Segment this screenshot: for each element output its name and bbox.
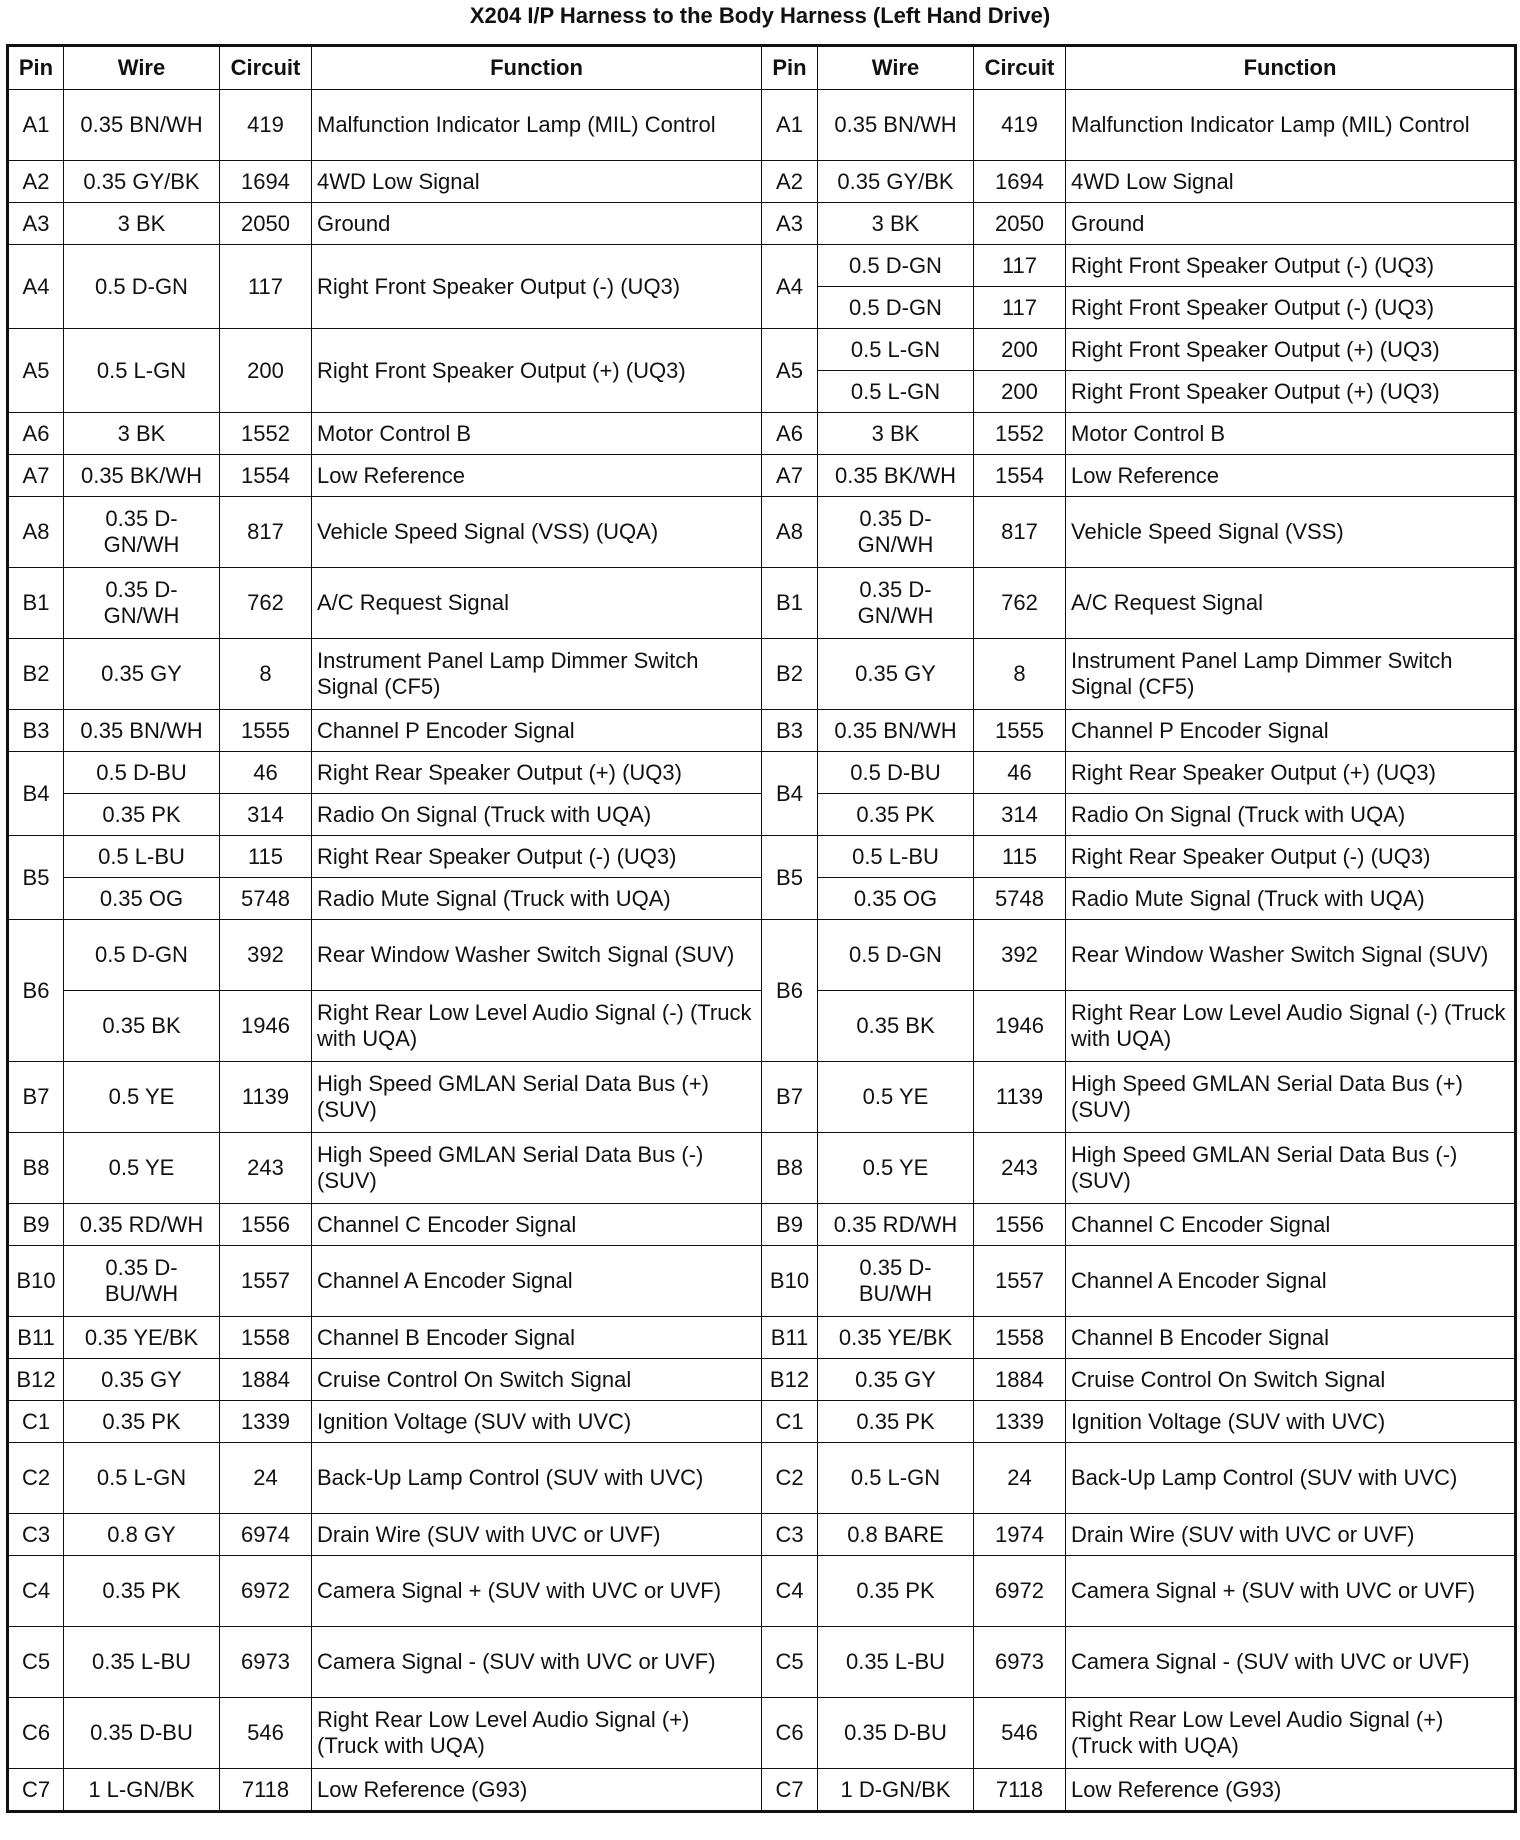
wire-cell: 0.8 GY — [64, 1514, 220, 1556]
function-cell: Right Rear Low Level Audio Signal (+) (Truck with UQA) — [312, 1698, 762, 1769]
circuit-cell: 200 — [974, 329, 1066, 371]
function-cell: Rear Window Washer Switch Signal (SUV) — [1066, 920, 1516, 991]
function-cell: A/C Request Signal — [312, 568, 762, 639]
pin-cell: A6 — [762, 413, 818, 455]
pin-cell: B9 — [8, 1204, 64, 1246]
pin-cell: C3 — [8, 1514, 64, 1556]
pin-cell: C1 — [762, 1401, 818, 1443]
pin-cell: A8 — [762, 497, 818, 568]
wire-cell: 0.5 YE — [818, 1133, 974, 1204]
wire-cell: 0.35 D-GN/WH — [64, 497, 220, 568]
function-cell: High Speed GMLAN Serial Data Bus (-) (SUV) — [1066, 1133, 1516, 1204]
pin-cell: A1 — [762, 90, 818, 161]
pin-cell: A5 — [762, 329, 818, 413]
wire-cell: 0.35 OG — [64, 878, 220, 920]
function-cell: Channel C Encoder Signal — [1066, 1204, 1516, 1246]
header-function-left: Function — [312, 46, 762, 90]
header-circuit-right: Circuit — [974, 46, 1066, 90]
circuit-cell: 6972 — [220, 1556, 312, 1627]
wire-cell: 0.35 PK — [818, 1556, 974, 1627]
table-body — [8, 90, 1516, 1812]
function-cell: Radio On Signal (Truck with UQA) — [1066, 794, 1516, 836]
function-cell: Right Rear Low Level Audio Signal (-) (Truck with UQA) — [1066, 991, 1516, 1062]
pin-cell: A7 — [8, 455, 64, 497]
connector-pinout-table — [6, 44, 1517, 1813]
pin-cell: B1 — [8, 568, 64, 639]
circuit-cell: 1339 — [220, 1401, 312, 1443]
wire-cell: 0.5 L-GN — [64, 1443, 220, 1514]
circuit-cell: 1339 — [974, 1401, 1066, 1443]
function-cell: Right Rear Speaker Output (+) (UQ3) — [1066, 752, 1516, 794]
wire-cell: 0.35 GY — [818, 1359, 974, 1401]
wire-cell: 3 BK — [64, 413, 220, 455]
circuit-cell: 1558 — [974, 1317, 1066, 1359]
function-cell: Low Reference — [312, 455, 762, 497]
wire-cell: 0.35 GY/BK — [64, 161, 220, 203]
pin-cell: C4 — [8, 1556, 64, 1627]
wire-cell: 0.5 D-GN — [818, 245, 974, 287]
circuit-cell: 817 — [220, 497, 312, 568]
circuit-cell: 243 — [974, 1133, 1066, 1204]
function-cell: Radio Mute Signal (Truck with UQA) — [312, 878, 762, 920]
wire-cell: 0.35 YE/BK — [818, 1317, 974, 1359]
table-row — [8, 1359, 1516, 1401]
circuit-cell: 1552 — [974, 413, 1066, 455]
pin-cell: B12 — [762, 1359, 818, 1401]
circuit-cell: 1556 — [220, 1204, 312, 1246]
function-cell: Channel A Encoder Signal — [312, 1246, 762, 1317]
header-function-right: Function — [1066, 46, 1516, 90]
circuit-cell: 1694 — [220, 161, 312, 203]
circuit-cell: 117 — [220, 245, 312, 329]
wire-cell: 0.35 BK — [818, 991, 974, 1062]
circuit-cell: 7118 — [220, 1769, 312, 1812]
table-row — [8, 920, 1516, 991]
function-cell: Back-Up Lamp Control (SUV with UVC) — [1066, 1443, 1516, 1514]
table-row — [8, 639, 1516, 710]
pin-cell: C7 — [8, 1769, 64, 1812]
pin-cell: C2 — [8, 1443, 64, 1514]
function-cell: Instrument Panel Lamp Dimmer Switch Signal (CF5) — [1066, 639, 1516, 710]
pin-cell: B12 — [8, 1359, 64, 1401]
wire-cell: 0.35 BK/WH — [818, 455, 974, 497]
pin-cell: A2 — [8, 161, 64, 203]
function-cell: Channel A Encoder Signal — [1066, 1246, 1516, 1317]
wire-cell: 0.35 BN/WH — [64, 710, 220, 752]
circuit-cell: 1139 — [220, 1062, 312, 1133]
function-cell: Camera Signal - (SUV with UVC or UVF) — [1066, 1627, 1516, 1698]
function-cell: Cruise Control On Switch Signal — [312, 1359, 762, 1401]
table-row — [8, 245, 1516, 287]
circuit-cell: 1946 — [974, 991, 1066, 1062]
function-cell: Camera Signal + (SUV with UVC or UVF) — [1066, 1556, 1516, 1627]
pin-cell: A3 — [8, 203, 64, 245]
circuit-cell: 419 — [220, 90, 312, 161]
table-row — [8, 836, 1516, 878]
function-cell: Ignition Voltage (SUV with UVC) — [1066, 1401, 1516, 1443]
table-row — [8, 710, 1516, 752]
circuit-cell: 46 — [220, 752, 312, 794]
circuit-cell: 419 — [974, 90, 1066, 161]
wire-cell: 0.35 PK — [64, 1556, 220, 1627]
pin-cell: C6 — [8, 1698, 64, 1769]
circuit-cell: 8 — [974, 639, 1066, 710]
wire-cell: 0.35 BN/WH — [64, 90, 220, 161]
wire-cell: 0.5 YE — [64, 1062, 220, 1133]
wire-cell: 0.35 GY — [818, 639, 974, 710]
circuit-cell: 46 — [974, 752, 1066, 794]
wire-cell: 0.35 RD/WH — [818, 1204, 974, 1246]
wire-cell: 0.5 L-GN — [818, 1443, 974, 1514]
wire-cell: 0.5 D-GN — [64, 245, 220, 329]
circuit-cell: 115 — [220, 836, 312, 878]
pin-cell: B7 — [762, 1062, 818, 1133]
header-wire-right: Wire — [818, 46, 974, 90]
wire-cell: 0.5 D-BU — [818, 752, 974, 794]
pin-cell: B8 — [8, 1133, 64, 1204]
function-cell: Channel C Encoder Signal — [312, 1204, 762, 1246]
pin-cell: A4 — [8, 245, 64, 329]
function-cell: Right Front Speaker Output (-) (UQ3) — [312, 245, 762, 329]
wire-cell: 0.5 YE — [818, 1062, 974, 1133]
function-cell: Camera Signal - (SUV with UVC or UVF) — [312, 1627, 762, 1698]
wire-cell: 0.35 GY — [64, 1359, 220, 1401]
function-cell: High Speed GMLAN Serial Data Bus (+) (SUV) — [312, 1062, 762, 1133]
wire-cell: 3 BK — [818, 413, 974, 455]
function-cell: Right Front Speaker Output (-) (UQ3) — [1066, 287, 1516, 329]
pin-cell: C4 — [762, 1556, 818, 1627]
header-circuit-left: Circuit — [220, 46, 312, 90]
function-cell: Ground — [1066, 203, 1516, 245]
function-cell: Back-Up Lamp Control (SUV with UVC) — [312, 1443, 762, 1514]
header-pin-right: Pin — [762, 46, 818, 90]
pin-cell: B4 — [8, 752, 64, 836]
circuit-cell: 1552 — [220, 413, 312, 455]
function-cell: 4WD Low Signal — [312, 161, 762, 203]
function-cell: Right Front Speaker Output (+) (UQ3) — [1066, 329, 1516, 371]
wire-cell: 0.35 BK — [64, 991, 220, 1062]
function-cell: Malfunction Indicator Lamp (MIL) Control — [312, 90, 762, 161]
table-row — [8, 752, 1516, 794]
wire-cell: 1 L-GN/BK — [64, 1769, 220, 1812]
wire-cell: 0.5 L-BU — [64, 836, 220, 878]
table-row — [8, 1556, 1516, 1627]
circuit-cell: 1557 — [974, 1246, 1066, 1317]
wire-cell: 0.5 YE — [64, 1133, 220, 1204]
function-cell: Right Front Speaker Output (+) (UQ3) — [312, 329, 762, 413]
function-cell: A/C Request Signal — [1066, 568, 1516, 639]
pin-cell: B6 — [8, 920, 64, 1062]
header-pin-left: Pin — [8, 46, 64, 90]
table-row — [8, 1769, 1516, 1812]
wire-cell: 0.5 D-GN — [818, 920, 974, 991]
pin-cell: B2 — [762, 639, 818, 710]
function-cell: Camera Signal + (SUV with UVC or UVF) — [312, 1556, 762, 1627]
pin-cell: C5 — [762, 1627, 818, 1698]
function-cell: Radio On Signal (Truck with UQA) — [312, 794, 762, 836]
circuit-cell: 200 — [220, 329, 312, 413]
pin-cell: C3 — [762, 1514, 818, 1556]
pin-cell: B5 — [8, 836, 64, 920]
table-row — [8, 455, 1516, 497]
table-row — [8, 568, 1516, 639]
function-cell: Right Rear Low Level Audio Signal (+) (Truck with UQA) — [1066, 1698, 1516, 1769]
circuit-cell: 6974 — [220, 1514, 312, 1556]
wire-cell: 1 D-GN/BK — [818, 1769, 974, 1812]
function-cell: High Speed GMLAN Serial Data Bus (+) (SUV) — [1066, 1062, 1516, 1133]
circuit-cell: 1558 — [220, 1317, 312, 1359]
wire-cell: 0.5 D-GN — [818, 287, 974, 329]
function-cell: Vehicle Speed Signal (VSS) — [1066, 497, 1516, 568]
circuit-cell: 243 — [220, 1133, 312, 1204]
function-cell: Right Rear Speaker Output (-) (UQ3) — [312, 836, 762, 878]
wire-cell: 0.35 BK/WH — [64, 455, 220, 497]
wire-cell: 0.35 L-BU — [64, 1627, 220, 1698]
circuit-cell: 5748 — [974, 878, 1066, 920]
pin-cell: B10 — [762, 1246, 818, 1317]
wire-cell: 0.35 PK — [818, 794, 974, 836]
wire-cell: 0.35 D-GN/WH — [818, 497, 974, 568]
function-cell: Right Front Speaker Output (+) (UQ3) — [1066, 371, 1516, 413]
circuit-cell: 7118 — [974, 1769, 1066, 1812]
function-cell: Low Reference (G93) — [1066, 1769, 1516, 1812]
function-cell: Ignition Voltage (SUV with UVC) — [312, 1401, 762, 1443]
pin-cell: C6 — [762, 1698, 818, 1769]
circuit-cell: 200 — [974, 371, 1066, 413]
circuit-cell: 1694 — [974, 161, 1066, 203]
pin-cell: B5 — [762, 836, 818, 920]
function-cell: 4WD Low Signal — [1066, 161, 1516, 203]
pin-cell: A3 — [762, 203, 818, 245]
circuit-cell: 314 — [974, 794, 1066, 836]
circuit-cell: 1556 — [974, 1204, 1066, 1246]
circuit-cell: 6973 — [220, 1627, 312, 1698]
function-cell: Vehicle Speed Signal (VSS) (UQA) — [312, 497, 762, 568]
wire-cell: 0.35 D-GN/WH — [818, 568, 974, 639]
table-row — [8, 413, 1516, 455]
circuit-cell: 1557 — [220, 1246, 312, 1317]
pin-cell: C5 — [8, 1627, 64, 1698]
function-cell: Motor Control B — [1066, 413, 1516, 455]
pin-cell: A1 — [8, 90, 64, 161]
function-cell: Motor Control B — [312, 413, 762, 455]
pin-cell: C1 — [8, 1401, 64, 1443]
circuit-cell: 24 — [220, 1443, 312, 1514]
wire-cell: 0.5 D-BU — [64, 752, 220, 794]
function-cell: Drain Wire (SUV with UVC or UVF) — [312, 1514, 762, 1556]
pin-cell: B8 — [762, 1133, 818, 1204]
table-row — [8, 497, 1516, 568]
wire-cell: 0.35 PK — [64, 794, 220, 836]
function-cell: High Speed GMLAN Serial Data Bus (-) (SUV) — [312, 1133, 762, 1204]
function-cell: Instrument Panel Lamp Dimmer Switch Signal (CF5) — [312, 639, 762, 710]
wire-cell: 0.35 BN/WH — [818, 710, 974, 752]
table-row — [8, 1317, 1516, 1359]
function-cell: Channel P Encoder Signal — [312, 710, 762, 752]
pin-cell: C7 — [762, 1769, 818, 1812]
circuit-cell: 1946 — [220, 991, 312, 1062]
table-title: X204 I/P Harness to the Body Harness (Left Hand Drive) — [469, 3, 1051, 28]
circuit-cell: 117 — [974, 287, 1066, 329]
circuit-cell: 392 — [220, 920, 312, 991]
pin-cell: B9 — [762, 1204, 818, 1246]
circuit-cell: 1884 — [220, 1359, 312, 1401]
function-cell: Right Rear Low Level Audio Signal (-) (Truck with UQA) — [312, 991, 762, 1062]
wire-cell: 0.5 L-BU — [818, 836, 974, 878]
wire-cell: 0.5 L-GN — [818, 329, 974, 371]
table-row — [8, 161, 1516, 203]
pin-cell: B2 — [8, 639, 64, 710]
function-cell: Right Rear Speaker Output (-) (UQ3) — [1066, 836, 1516, 878]
circuit-cell: 762 — [974, 568, 1066, 639]
table-row — [8, 1698, 1516, 1769]
pin-cell: A5 — [8, 329, 64, 413]
circuit-cell: 314 — [220, 794, 312, 836]
pin-cell: A7 — [762, 455, 818, 497]
function-cell: Ground — [312, 203, 762, 245]
wire-cell: 0.35 PK — [818, 1401, 974, 1443]
table-row — [8, 1514, 1516, 1556]
wire-cell: 0.5 D-GN — [64, 920, 220, 991]
pin-cell: A2 — [762, 161, 818, 203]
circuit-cell: 1884 — [974, 1359, 1066, 1401]
circuit-cell: 117 — [974, 245, 1066, 287]
function-cell: Radio Mute Signal (Truck with UQA) — [1066, 878, 1516, 920]
circuit-cell: 115 — [974, 836, 1066, 878]
pin-cell: A4 — [762, 245, 818, 329]
pin-cell: B3 — [762, 710, 818, 752]
wire-cell: 0.35 D-BU — [818, 1698, 974, 1769]
wire-cell: 0.35 D-GN/WH — [64, 568, 220, 639]
pin-cell: B10 — [8, 1246, 64, 1317]
circuit-cell: 1139 — [974, 1062, 1066, 1133]
circuit-cell: 2050 — [974, 203, 1066, 245]
circuit-cell: 2050 — [220, 203, 312, 245]
circuit-cell: 1554 — [220, 455, 312, 497]
pin-cell: A8 — [8, 497, 64, 568]
circuit-cell: 6973 — [974, 1627, 1066, 1698]
wire-cell: 3 BK — [818, 203, 974, 245]
table-row — [8, 203, 1516, 245]
pin-cell: A6 — [8, 413, 64, 455]
wire-cell: 0.35 GY — [64, 639, 220, 710]
table-row — [8, 1401, 1516, 1443]
table-row — [8, 1204, 1516, 1246]
wire-cell: 0.35 D-BU — [64, 1698, 220, 1769]
function-cell: Rear Window Washer Switch Signal (SUV) — [312, 920, 762, 991]
function-cell: Channel B Encoder Signal — [1066, 1317, 1516, 1359]
circuit-cell: 817 — [974, 497, 1066, 568]
wire-cell: 0.35 RD/WH — [64, 1204, 220, 1246]
pin-cell: B4 — [762, 752, 818, 836]
wire-cell: 0.8 BARE — [818, 1514, 974, 1556]
circuit-cell: 546 — [974, 1698, 1066, 1769]
table-row — [8, 90, 1516, 161]
table-row — [8, 1443, 1516, 1514]
function-cell: Right Rear Speaker Output (+) (UQ3) — [312, 752, 762, 794]
pin-cell: B11 — [8, 1317, 64, 1359]
header-row — [8, 46, 1516, 90]
pin-cell: C2 — [762, 1443, 818, 1514]
circuit-cell: 392 — [974, 920, 1066, 991]
wire-cell: 0.35 OG — [818, 878, 974, 920]
function-cell: Channel P Encoder Signal — [1066, 710, 1516, 752]
function-cell: Low Reference — [1066, 455, 1516, 497]
pin-cell: B11 — [762, 1317, 818, 1359]
function-cell: Drain Wire (SUV with UVC or UVF) — [1066, 1514, 1516, 1556]
circuit-cell: 5748 — [220, 878, 312, 920]
circuit-cell: 546 — [220, 1698, 312, 1769]
pin-cell: B7 — [8, 1062, 64, 1133]
wire-cell: 0.5 L-GN — [64, 329, 220, 413]
circuit-cell: 1555 — [974, 710, 1066, 752]
function-cell: Low Reference (G93) — [312, 1769, 762, 1812]
function-cell: Right Front Speaker Output (-) (UQ3) — [1066, 245, 1516, 287]
circuit-cell: 24 — [974, 1443, 1066, 1514]
circuit-cell: 1554 — [974, 455, 1066, 497]
table-row — [8, 1062, 1516, 1133]
table-row — [8, 1133, 1516, 1204]
pin-cell: B1 — [762, 568, 818, 639]
function-cell: Malfunction Indicator Lamp (MIL) Control — [1066, 90, 1516, 161]
wire-cell: 0.35 PK — [64, 1401, 220, 1443]
pin-cell: B3 — [8, 710, 64, 752]
circuit-cell: 8 — [220, 639, 312, 710]
pin-cell: B6 — [762, 920, 818, 1062]
wire-cell: 0.35 YE/BK — [64, 1317, 220, 1359]
circuit-cell: 6972 — [974, 1556, 1066, 1627]
wire-cell: 0.35 BN/WH — [818, 90, 974, 161]
header-wire-left: Wire — [64, 46, 220, 90]
function-cell: Channel B Encoder Signal — [312, 1317, 762, 1359]
wire-cell: 0.35 D-BU/WH — [818, 1246, 974, 1317]
wire-cell: 0.35 D-BU/WH — [64, 1246, 220, 1317]
table-row — [8, 1246, 1516, 1317]
circuit-cell: 1555 — [220, 710, 312, 752]
wire-cell: 3 BK — [64, 203, 220, 245]
circuit-cell: 1974 — [974, 1514, 1066, 1556]
table-row — [8, 329, 1516, 371]
function-cell: Cruise Control On Switch Signal — [1066, 1359, 1516, 1401]
wire-cell: 0.5 L-GN — [818, 371, 974, 413]
circuit-cell: 762 — [220, 568, 312, 639]
wire-cell: 0.35 GY/BK — [818, 161, 974, 203]
wire-cell: 0.35 L-BU — [818, 1627, 974, 1698]
table-row — [8, 1627, 1516, 1698]
